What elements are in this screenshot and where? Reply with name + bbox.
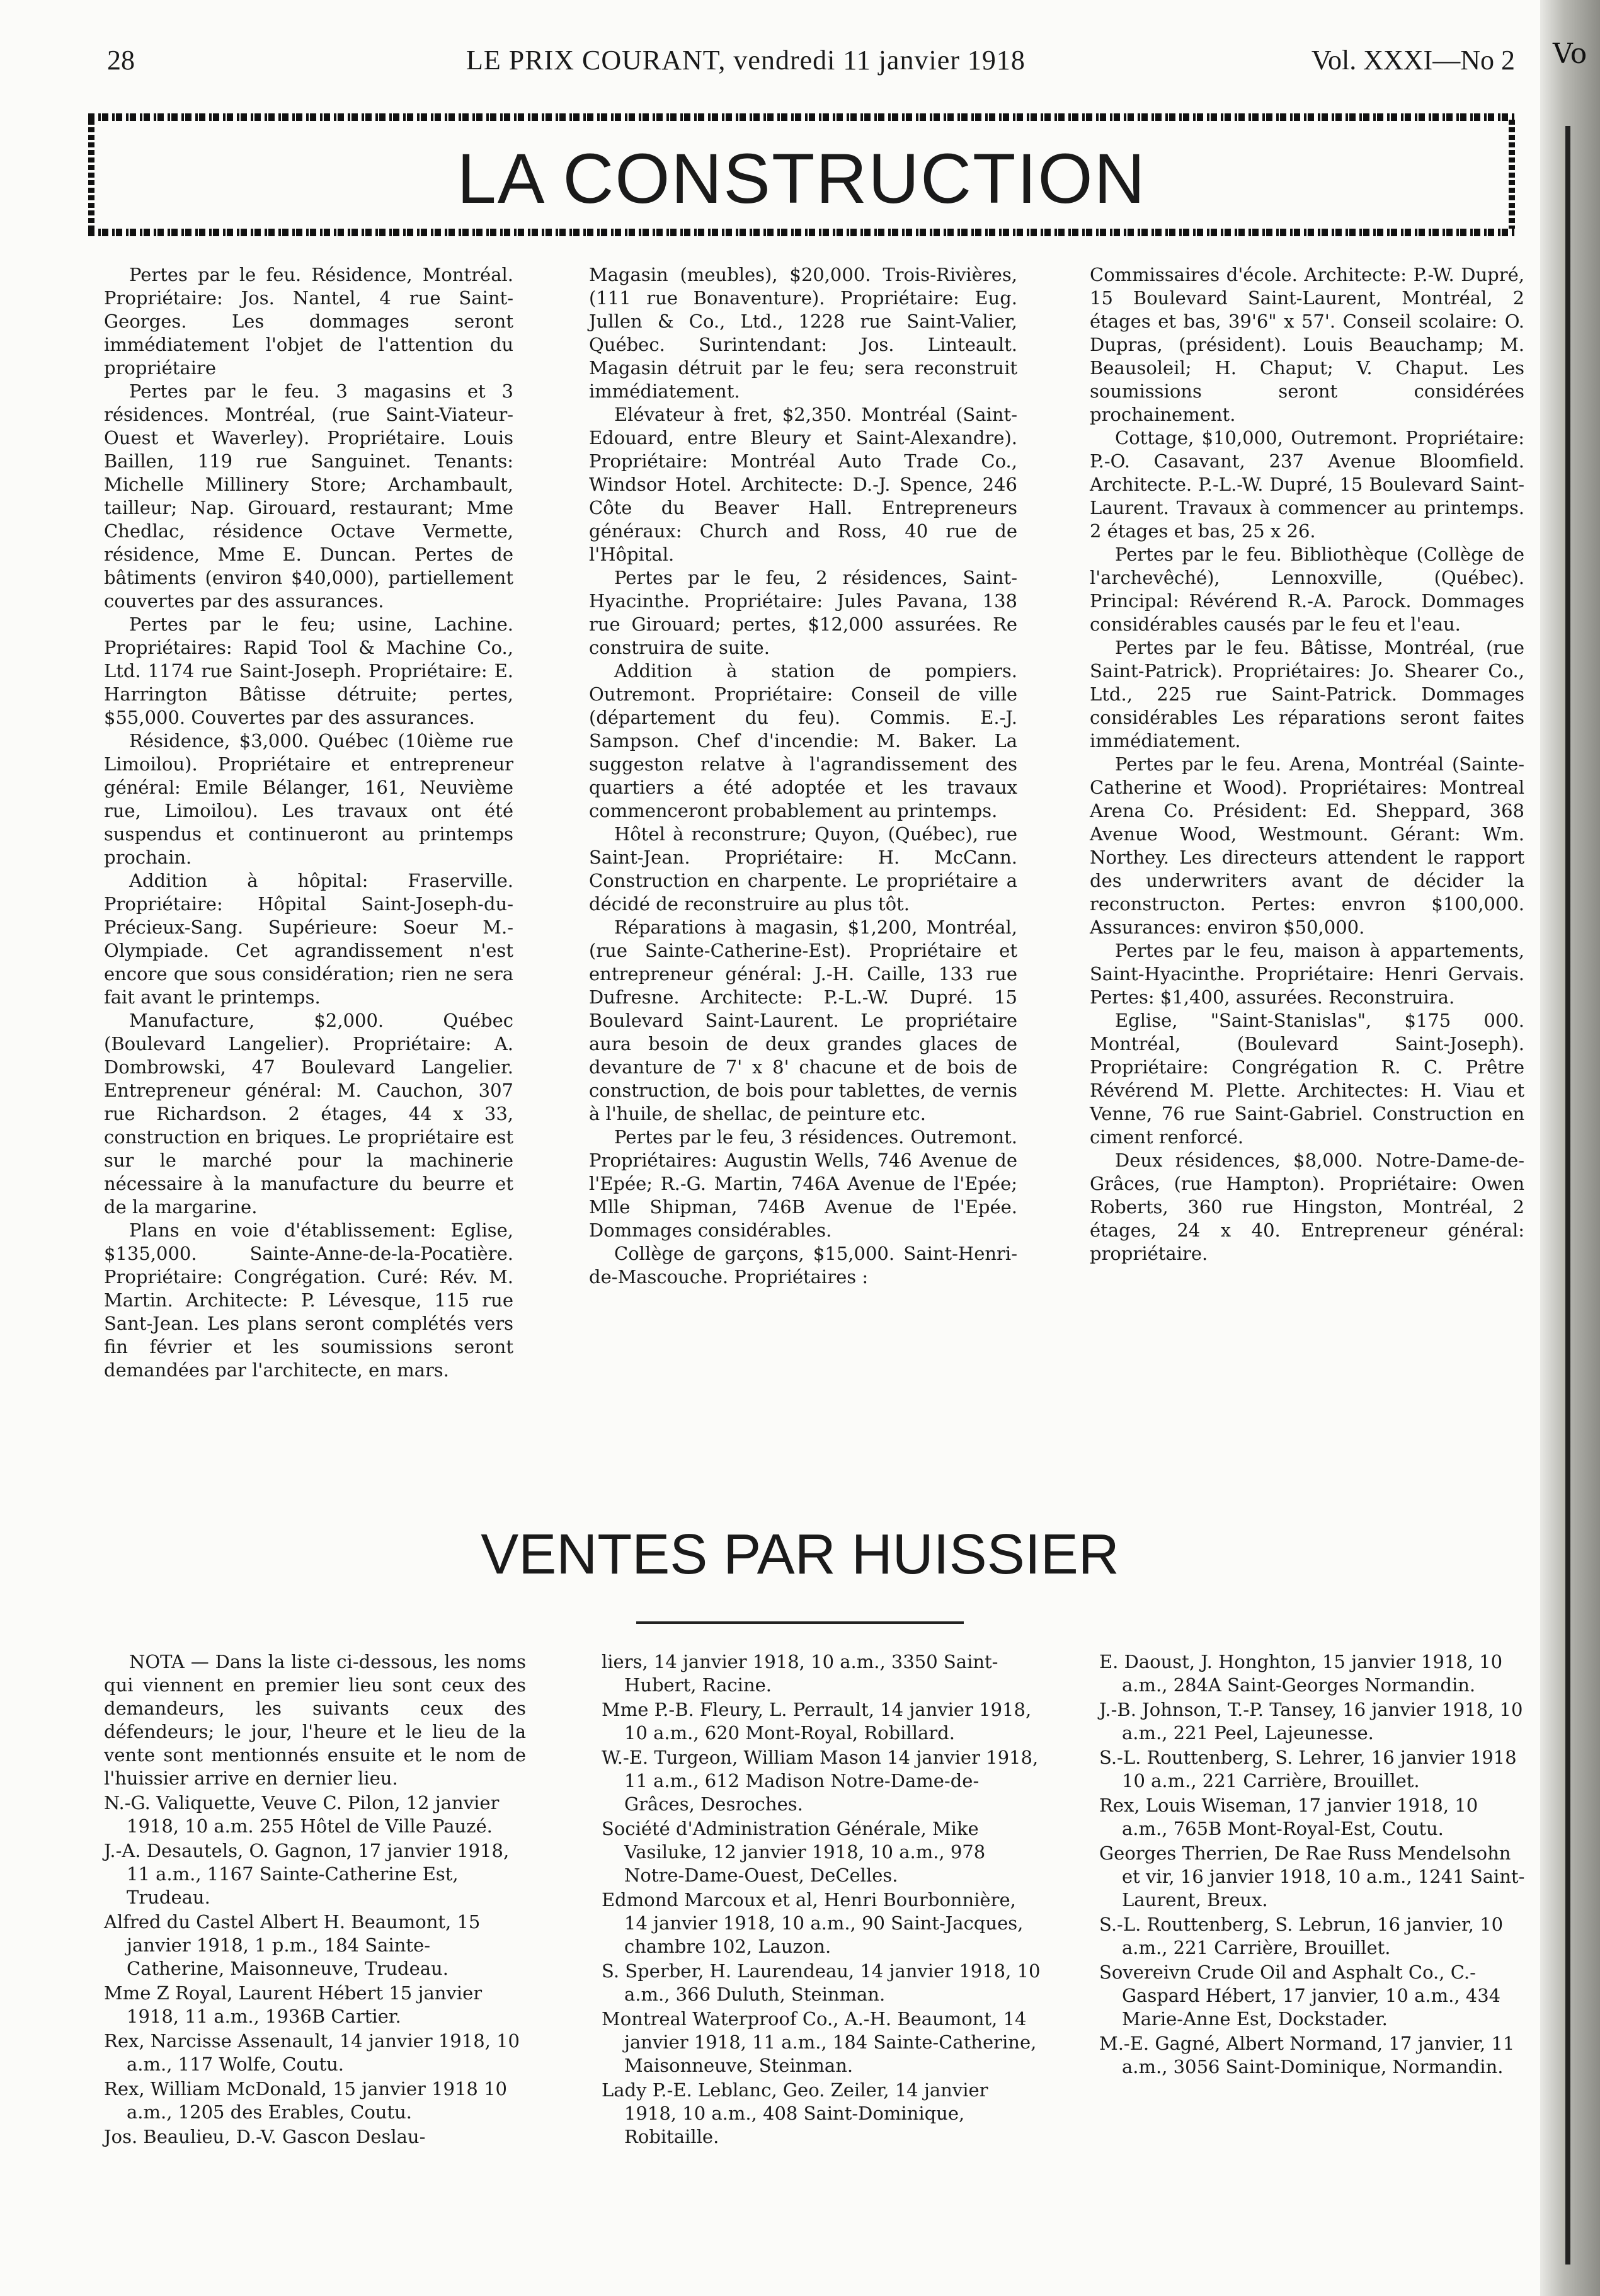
- vente-entry: E. Daoust, J. Honghton, 15 janvier 1918, 10 a.m., 284A Saint-Georges Normandin.: [1099, 1651, 1503, 1696]
- ornamental-border-top: [88, 113, 1515, 121]
- construction-entry: Collège de garçons, $15,000. Saint-Henri-de-Mascouche. Propriétaires :: [589, 1243, 1017, 1288]
- vente-entry: Georges Therrien, De Rae Russ Mendelsohn et vir, 16 janvier 1918, 10 a.m., 1241 Saint-Laurent, Breux.: [1099, 1842, 1525, 1910]
- next-page-rule: [1565, 126, 1570, 2265]
- vente-entry: S.-L. Routtenberg, S. Lebrun, 16 janvier, 10 a.m., 221 Carrière, Brouillet.: [1099, 1914, 1504, 1958]
- vente-entry: Montreal Waterproof Co., A.-H. Beaumont, 14 janvier 1918, 11 a.m., 184 Sainte-Catherine, Maisonneuve, Steinman.: [602, 2008, 1037, 2076]
- construction-entry: Pertes par le feu; usine, Lachine. Propriétaires: Rapid Tool & Machine Co., Ltd. 1174 rue Saint-Joseph. Propriétaire: E. Harrington Bâtisse détruite; pertes, $55,000. Couvertes par des assurances.: [104, 614, 513, 728]
- next-page-fragment: Vo: [1553, 38, 1587, 70]
- vente-entry: W.-E. Turgeon, William Mason 14 janvier 1918, 11 a.m., 612 Madison Notre-Dame-de-Grâces, Desroches.: [602, 1747, 1039, 1815]
- page-number: 28: [107, 45, 135, 76]
- vente-entry: Sovereivn Crude Oil and Asphalt Co., C.-Gaspard Hébert, 17 janvier, 10 a.m., 434 Marie-Anne Est, Dockstader.: [1099, 1962, 1501, 2030]
- ornamental-border-bottom: [88, 229, 1515, 236]
- title-underline: [636, 1621, 964, 1624]
- vente-entry: Jos. Beaulieu, D.-V. Gascon Deslau-: [104, 2126, 426, 2147]
- construction-entry: Pertes par le feu, 3 résidences. Outremont. Propriétaires: Augustin Wells, 746 Avenue de l'Epée; R.-G. Martin, 746A Avenue de l'Epée; Mlle Shipman, 746B Avenue de l'Epée. Dommages considérables.: [589, 1126, 1017, 1241]
- vente-entry: Mme P.-B. Fleury, L. Perrault, 14 janvier 1918, 10 a.m., 620 Mont-Royal, Robillard.: [602, 1699, 1032, 1744]
- construction-entry: Pertes par le feu, 2 résidences, Saint-Hyacinthe. Propriétaire: Jules Pavana, 138 rue Girouard; pertes, $12,000 assurées. Re construira de suite.: [589, 567, 1017, 658]
- ventes-column-2: [602, 1650, 1043, 2150]
- vente-entry: S.-L. Routtenberg, S. Lehrer, 16 janvier 1918 10 a.m., 221 Carrière, Brouillet.: [1099, 1747, 1517, 1791]
- construction-entry: Addition à hôpital: Fraserville. Propriétaire: Hôpital Saint-Joseph-du-Précieux-Sang. Supérieure: Soeur M.-Olympiade. Cet agrandissement n'est encore que sous considération; rien ne sera fait avant le printemps.: [104, 870, 513, 1008]
- vente-entry: N.-G. Valiquette, Veuve C. Pilon, 12 janvier 1918, 10 a.m. 255 Hôtel de Ville Pauzé.: [104, 1792, 500, 1837]
- vente-entry: liers, 14 janvier 1918, 10 a.m., 3350 Saint-Hubert, Racine.: [602, 1651, 998, 1696]
- construction-column-2: [589, 263, 1017, 1289]
- vente-entry: Alfred du Castel Albert H. Beaumont, 15 janvier 1918, 1 p.m., 184 Sainte-Catherine, Maisonneuve, Trudeau.: [104, 1911, 481, 1979]
- construction-entry: Deux résidences, $8,000. Notre-Dame-de-Grâces, (rue Hampton). Propriétaire: Owen Roberts, 360 rue Hingston, Montréal, 2 étages, 24 x 40. Entrepreneur général: propriétaire.: [1090, 1150, 1524, 1264]
- volume-number: Vol. XXXI—No 2: [1311, 45, 1515, 76]
- vente-entry: Mme Z Royal, Laurent Hébert 15 janvier 1918, 11 a.m., 1936B Cartier.: [104, 1982, 483, 2027]
- construction-entry: Pertes par le feu. Arena, Montréal (Sainte-Catherine et Wood). Propriétaires: Montreal Arena Co. Président: Ed. Sheppard, 368 Avenue Wood, Westmount. Gérant: Wm. Northey. Les directeurs attendent le rapport des underwriters avant de décider la reconstructon. Pertes: envron $100,000. Assurances: environ $50,000.: [1090, 753, 1524, 938]
- vente-entry: Rex, Louis Wiseman, 17 janvier 1918, 10 a.m., 765B Mont-Royal-Est, Coutu.: [1099, 1795, 1478, 1839]
- construction-entry: Magasin (meubles), $20,000. Trois-Rivières, (111 rue Bonaventure). Propriétaire: Eug. Jullen & Co., Ltd., 1228 rue Saint-Valier, Québec. Surintendant: Jos. Linteault. Magasin détruit par le feu; sera reconstruit immédiatement.: [589, 264, 1017, 402]
- ventes-column-1: [104, 1650, 526, 2150]
- construction-title: LA CONSTRUCTION: [457, 139, 1146, 218]
- construction-entry: Cottage, $10,000, Outremont. Propriétaire: P.-O. Casavant, 237 Avenue Bloomfield. Architecte. P.-L.-W. Dupré, 15 Boulevard Saint-Laurent. Travaux à commencer au printemps. 2 étages et bas, 25 x 26.: [1090, 427, 1524, 542]
- vente-entry: Rex, Narcisse Assenault, 14 janvier 1918, 10 a.m., 117 Wolfe, Coutu.: [104, 2030, 520, 2075]
- vente-entry: Rex, William McDonald, 15 janvier 1918 10 a.m., 1205 des Erables, Coutu.: [104, 2078, 507, 2123]
- construction-entry: Résidence, $3,000. Québec (10ième rue Limoilou). Propriétaire et entrepreneur général: Emile Bélanger, 161, Neuvième rue, Limoilou). Les travaux ont été suspendus et continueront au printemps prochain.: [104, 730, 513, 868]
- construction-column-3: [1090, 263, 1524, 1265]
- ventes-column-3: [1099, 1650, 1528, 2080]
- construction-entry: Pertes par le feu. Résidence, Montréal. Propriétaire: Jos. Nantel, 4 rue Saint-Georges. Les dommages seront immédiatement l'objet de l'attention du propriétaire: [104, 264, 513, 379]
- vente-entry: M.-E. Gagné, Albert Normand, 17 janvier, 11 a.m., 3056 Saint-Dominique, Normandin.: [1099, 2033, 1515, 2077]
- ventes-title: VENTES PAR HUISSIER: [481, 1523, 1119, 1586]
- construction-entry: Pertes par le feu. Bibliothèque (Collège de l'archevêché), Lennoxville, (Québec). Principal: Révérend R.-A. Parock. Dommages considérables causés par le feu et l'eau.: [1090, 544, 1524, 635]
- construction-column-1: [104, 263, 513, 1382]
- nota-paragraph: NOTA — Dans la liste ci-dessous, les noms qui viennent en premier lieu sont ceux des demandeurs, les suivants ceux des défendeurs; le jour, l'heure et le lieu de la vente sont mentionnés ensuite et le nom de l'huissier arrive en dernier lieu.: [104, 1651, 526, 1789]
- vente-entry: Lady P.-E. Leblanc, Geo. Zeiler, 14 janvier 1918, 10 a.m., 408 Saint-Dominique, Robitaille.: [602, 2079, 988, 2147]
- construction-entry: Pertes par le feu, maison à appartements, Saint-Hyacinthe. Propriétaire: Henri Gervais. Pertes: $1,400, assurées. Reconstruira.: [1090, 940, 1524, 1008]
- construction-entry: Pertes par le feu. 3 magasins et 3 résidences. Montréal, (rue Saint-Viateur-Ouest et Waverley). Propriétaire. Louis Baillen, 119 rue Sanguinet. Tenants: Michelle Millinery Store; Archambault, tailleur; Nap. Girouard, restaurant; Mme Chedlac, résidence Octave Vermette, résidence, Mme E. Duncan. Pertes de bâtiments (environ $40,000), partiellement couvertes par des assurances.: [104, 380, 513, 612]
- construction-entry: Réparations à magasin, $1,200, Montréal, (rue Sainte-Catherine-Est). Propriétaire et entrepreneur général: J.-H. Caille, 133 rue Dufresne. Architecte: P.-L.-W. Dupré. 15 Boulevard Saint-Laurent. Le propriétaire aura besoin de deux grandes glaces de devanture de 7' x 8' chacune et de bois de construction, de bois pour tablettes, de vernis à l'huile, de shellac, de peinture etc.: [589, 917, 1017, 1124]
- construction-entry: Hôtel à reconstrure; Quyon, (Québec), rue Saint-Jean. Propriétaire: H. McCann. Construction en charpente. Le propriétaire a décidé de reconstruire au plus tôt.: [589, 823, 1017, 915]
- vente-entry: S. Sperber, H. Laurendeau, 14 janvier 1918, 10 a.m., 366 Duluth, Steinman.: [602, 1960, 1041, 2005]
- vente-entry: J.-B. Johnson, T.-P. Tansey, 16 janvier 1918, 10 a.m., 221 Peel, Lajeunesse.: [1099, 1699, 1523, 1744]
- construction-entry: Commissaires d'école. Architecte: P.-W. Dupré, 15 Boulevard Saint-Laurent, Montréal, 2 étages et bas, 39'6" x 57'. Conseil scolaire: O. Dupras, (président). Louis Beauchamp; M. Beausoleil; H. Chaput; V. Chaput. Les soumissions seront considérées prochainement.: [1090, 264, 1524, 425]
- vente-entry: J.-A. Desautels, O. Gagnon, 17 janvier 1918, 11 a.m., 1167 Sainte-Catherine Est, Trudeau.: [104, 1840, 510, 1908]
- next-page-edge: [1540, 0, 1600, 2296]
- construction-entry: Eglise, "Saint-Stanislas", $175 000. Montréal, (Boulevard Saint-Joseph). Propriétaire: Congrégation R. C. Prêtre Révérend M. Plette. Architectes: H. Viau et Venne, 76 rue Saint-Gabriel. Construction en ciment renforcé.: [1090, 1010, 1524, 1148]
- running-header: [88, 39, 1515, 77]
- section-title-frame: [88, 113, 1515, 236]
- construction-entry: Elévateur à fret, $2,350. Montréal (Saint-Edouard, entre Bleury et Saint-Alexandre). Propriétaire: Montréal Auto Trade Co., Windsor Hotel. Architecte: D.-J. Spence, 246 Côte du Beaver Hall. Entrepreneurs généraux: Church and Ross, 40 rue de l'Hôpital.: [589, 404, 1017, 565]
- construction-entry: Pertes par le feu. Bâtisse, Montréal, (rue Saint-Patrick). Propriétaires: Jo. Shearer Co., Ltd., 225 rue Saint-Patrick. Dommages considérables Les réparations seront faites immédiatement.: [1090, 637, 1524, 751]
- journal-title: LE PRIX COURANT, vendredi 11 janvier 1918: [466, 45, 1026, 76]
- construction-entry: Addition à station de pompiers. Outremont. Propriétaire: Conseil de ville (département du feu). Commis. E.-J. Sampson. Chef d'incendie: M. Baker. La suggeston relatve à l'agrandissement des quartiers a été adoptée et les travaux commenceront probablement au printemps.: [589, 660, 1017, 821]
- vente-entry: Edmond Marcoux et al, Henri Bourbonnière, 14 janvier 1918, 10 a.m., 90 Saint-Jacques, chambre 102, Lauzon.: [602, 1889, 1024, 1957]
- construction-entry: Plans en voie d'établissement: Eglise, $135,000. Sainte-Anne-de-la-Pocatière. Propriétaire: Congrégation. Curé: Rév. M. Martin. Architecte: P. Lévesque, 115 rue Sant-Jean. Les plans seront complétés vers fin février et les soumissions seront demandées par l'architecte, en mars.: [104, 1219, 513, 1381]
- construction-entry: Manufacture, $2,000. Québec (Boulevard Langelier). Propriétaire: A. Dombrowski, 47 Boulevard Langelier. Entrepreneur général: M. Cauchon, 307 rue Richardson. 2 étages, 44 x 33, construction en briques. Le propriétaire est sur le marché pour la machinerie nécessaire à la manufacture du beurre et de la margarine.: [104, 1010, 513, 1218]
- vente-entry: Société d'Administration Générale, Mike Vasiluke, 12 janvier 1918, 10 a.m., 978 Notre-Dame-Ouest, DeCelles.: [602, 1818, 986, 1886]
